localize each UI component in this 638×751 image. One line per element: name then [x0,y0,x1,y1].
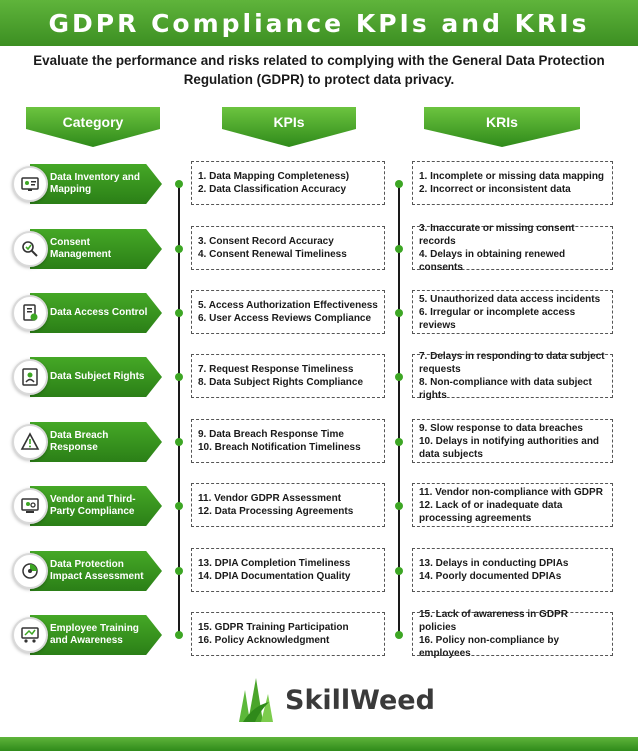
kpi-connector-dot [175,309,183,317]
kri-item: 11. Vendor non-compliance with GDPR [419,486,603,498]
kpis-header [222,107,356,147]
kri-box [412,290,613,334]
category-label: Employee Training and Awareness [50,622,139,646]
kri-item: 16. Policy non-compliance by employees [419,635,560,659]
row [0,483,638,529]
kri-item: 13. Delays in conducting DPIAs [419,558,569,569]
kri-item: 15. Lack of awareness in GDPR policies [419,609,568,633]
impact-assessment-icon [20,561,40,581]
kpi-item: 15. GDPR Training Participation [198,622,349,633]
kri-box [412,161,613,205]
kri-box [412,548,613,592]
kri-item: 2. Incorrect or inconsistent data [419,184,571,195]
category-icon-badge [12,166,48,202]
grass-logo-icon [235,676,279,724]
category-icon-badge [12,617,48,653]
kpi-item: 16. Policy Acknowledgment [198,635,330,646]
kpi-box [191,483,385,527]
row [0,548,638,594]
kri-connector-dot [395,631,403,639]
category-label: Data Protection Impact Assessment [50,558,144,582]
row [0,161,638,207]
training-icon [20,625,40,645]
category-icon-badge [12,295,48,331]
kri-item: 10. Delays in notifying authorities and data subjects [419,435,600,460]
kpi-box [191,161,385,205]
kri-item: 7. Delays in responding to data subject requests [419,351,605,375]
breach-icon [20,432,40,452]
subject-rights-icon [20,367,40,387]
consent-icon [20,239,40,259]
kris-header-label: KRIs [486,114,518,130]
kri-item: 8. Non-compliance with data subject rights [419,377,592,401]
kpi-box [191,226,385,270]
kpi-connector-dot [175,245,183,253]
title-bar [0,0,638,46]
kpi-connector-dot [175,502,183,510]
kpi-connector-dot [175,373,183,381]
kri-item: 5. Unauthorized data access incidents [419,293,601,305]
vendor-icon [20,496,40,516]
kri-item: 9. Slow response to data breaches [419,422,583,434]
category-header-label: Category [62,114,124,130]
kpi-item: 9. Data Breach Response Time [198,429,344,440]
kpi-box [191,548,385,592]
access-control-icon [20,303,40,323]
kpi-connector-dot [175,631,183,639]
kri-box [412,223,613,273]
kpi-item: 4. Consent Renewal Timeliness [198,249,347,260]
category-label: Data Subject Rights [50,370,145,382]
kpi-item: 1. Data Mapping Completeness) [198,171,350,182]
footer-bar [0,737,638,751]
row [0,419,638,465]
category-label: Data Access Control [50,306,148,318]
kri-item: 6. Irregular or incomplete access reviews [419,306,576,331]
kpi-item: 2. Data Classification Accuracy [198,184,347,195]
kri-connector-dot [395,438,403,446]
kri-item: 1. Incomplete or missing data mapping [419,171,605,182]
kpi-item: 6. User Access Reviews Compliance [198,313,372,324]
category-icon-badge [12,359,48,395]
kpi-item: 14. DPIA Documentation Quality [198,571,351,582]
kpi-item: 13. DPIA Completion Timeliness [198,558,351,569]
brand-name: SkillWeed [285,684,435,716]
kpi-item: 11. Vendor GDPR Assessment [198,493,342,504]
kri-item: 12. Lack of or inadequate data processing agreements [419,499,563,524]
kri-connector-dot [395,245,403,253]
kri-connector-dot [395,502,403,510]
kri-box [412,419,613,463]
category-icon-badge [12,424,48,460]
kri-box [412,351,613,401]
category-label: Data Inventory and Mapping [50,171,141,195]
kri-item: 14. Poorly documented DPIAs [419,571,562,582]
row [0,223,638,273]
kpi-box [191,290,385,334]
kpi-connector-dot [175,567,183,575]
kpi-box [191,354,385,398]
row [0,351,638,401]
category-icon-badge [12,231,48,267]
kri-connector-dot [395,373,403,381]
kri-box [412,483,613,527]
row [0,609,638,659]
kpi-connector-dot [175,180,183,188]
category-label: Vendor and Third-Party Compliance [50,493,136,517]
category-header [26,107,160,147]
kri-connector-dot [395,567,403,575]
kpi-box [191,612,385,656]
kpi-item: 7. Request Response Timeliness [198,364,354,375]
kri-connector-dot [395,180,403,188]
kpi-item: 5. Access Authorization Effectiveness [198,300,378,311]
row [0,290,638,336]
kpis-header-label: KPIs [273,114,305,130]
kri-item: 3. Inaccurate or missing consent records [419,223,575,247]
kpi-item: 8. Data Subject Rights Compliance [198,377,364,388]
kpi-connector-dot [175,438,183,446]
page-subtitle: Evaluate the performance and risks related to complying with the General Data Protection Regulation (GDPR) to protect data privacy. [33,53,605,87]
kri-item: 4. Delays in obtaining renewed consents [419,249,566,273]
kris-header [424,107,580,147]
brand-logo [235,673,435,727]
kpi-item: 3. Consent Record Accuracy [198,236,334,247]
kpi-item: 12. Data Processing Agreements [198,506,354,517]
page-title: GDPR Compliance KPIs and KRIs [48,8,590,38]
kri-connector-dot [395,309,403,317]
kri-box [412,609,613,659]
category-icon-badge [12,553,48,589]
category-label: Data Breach Response [50,429,109,453]
data-mapping-icon [20,174,40,194]
kpi-item: 10. Breach Notification Timeliness [198,442,361,453]
category-label: Consent Management [50,236,112,260]
kpi-box [191,419,385,463]
category-icon-badge [12,488,48,524]
